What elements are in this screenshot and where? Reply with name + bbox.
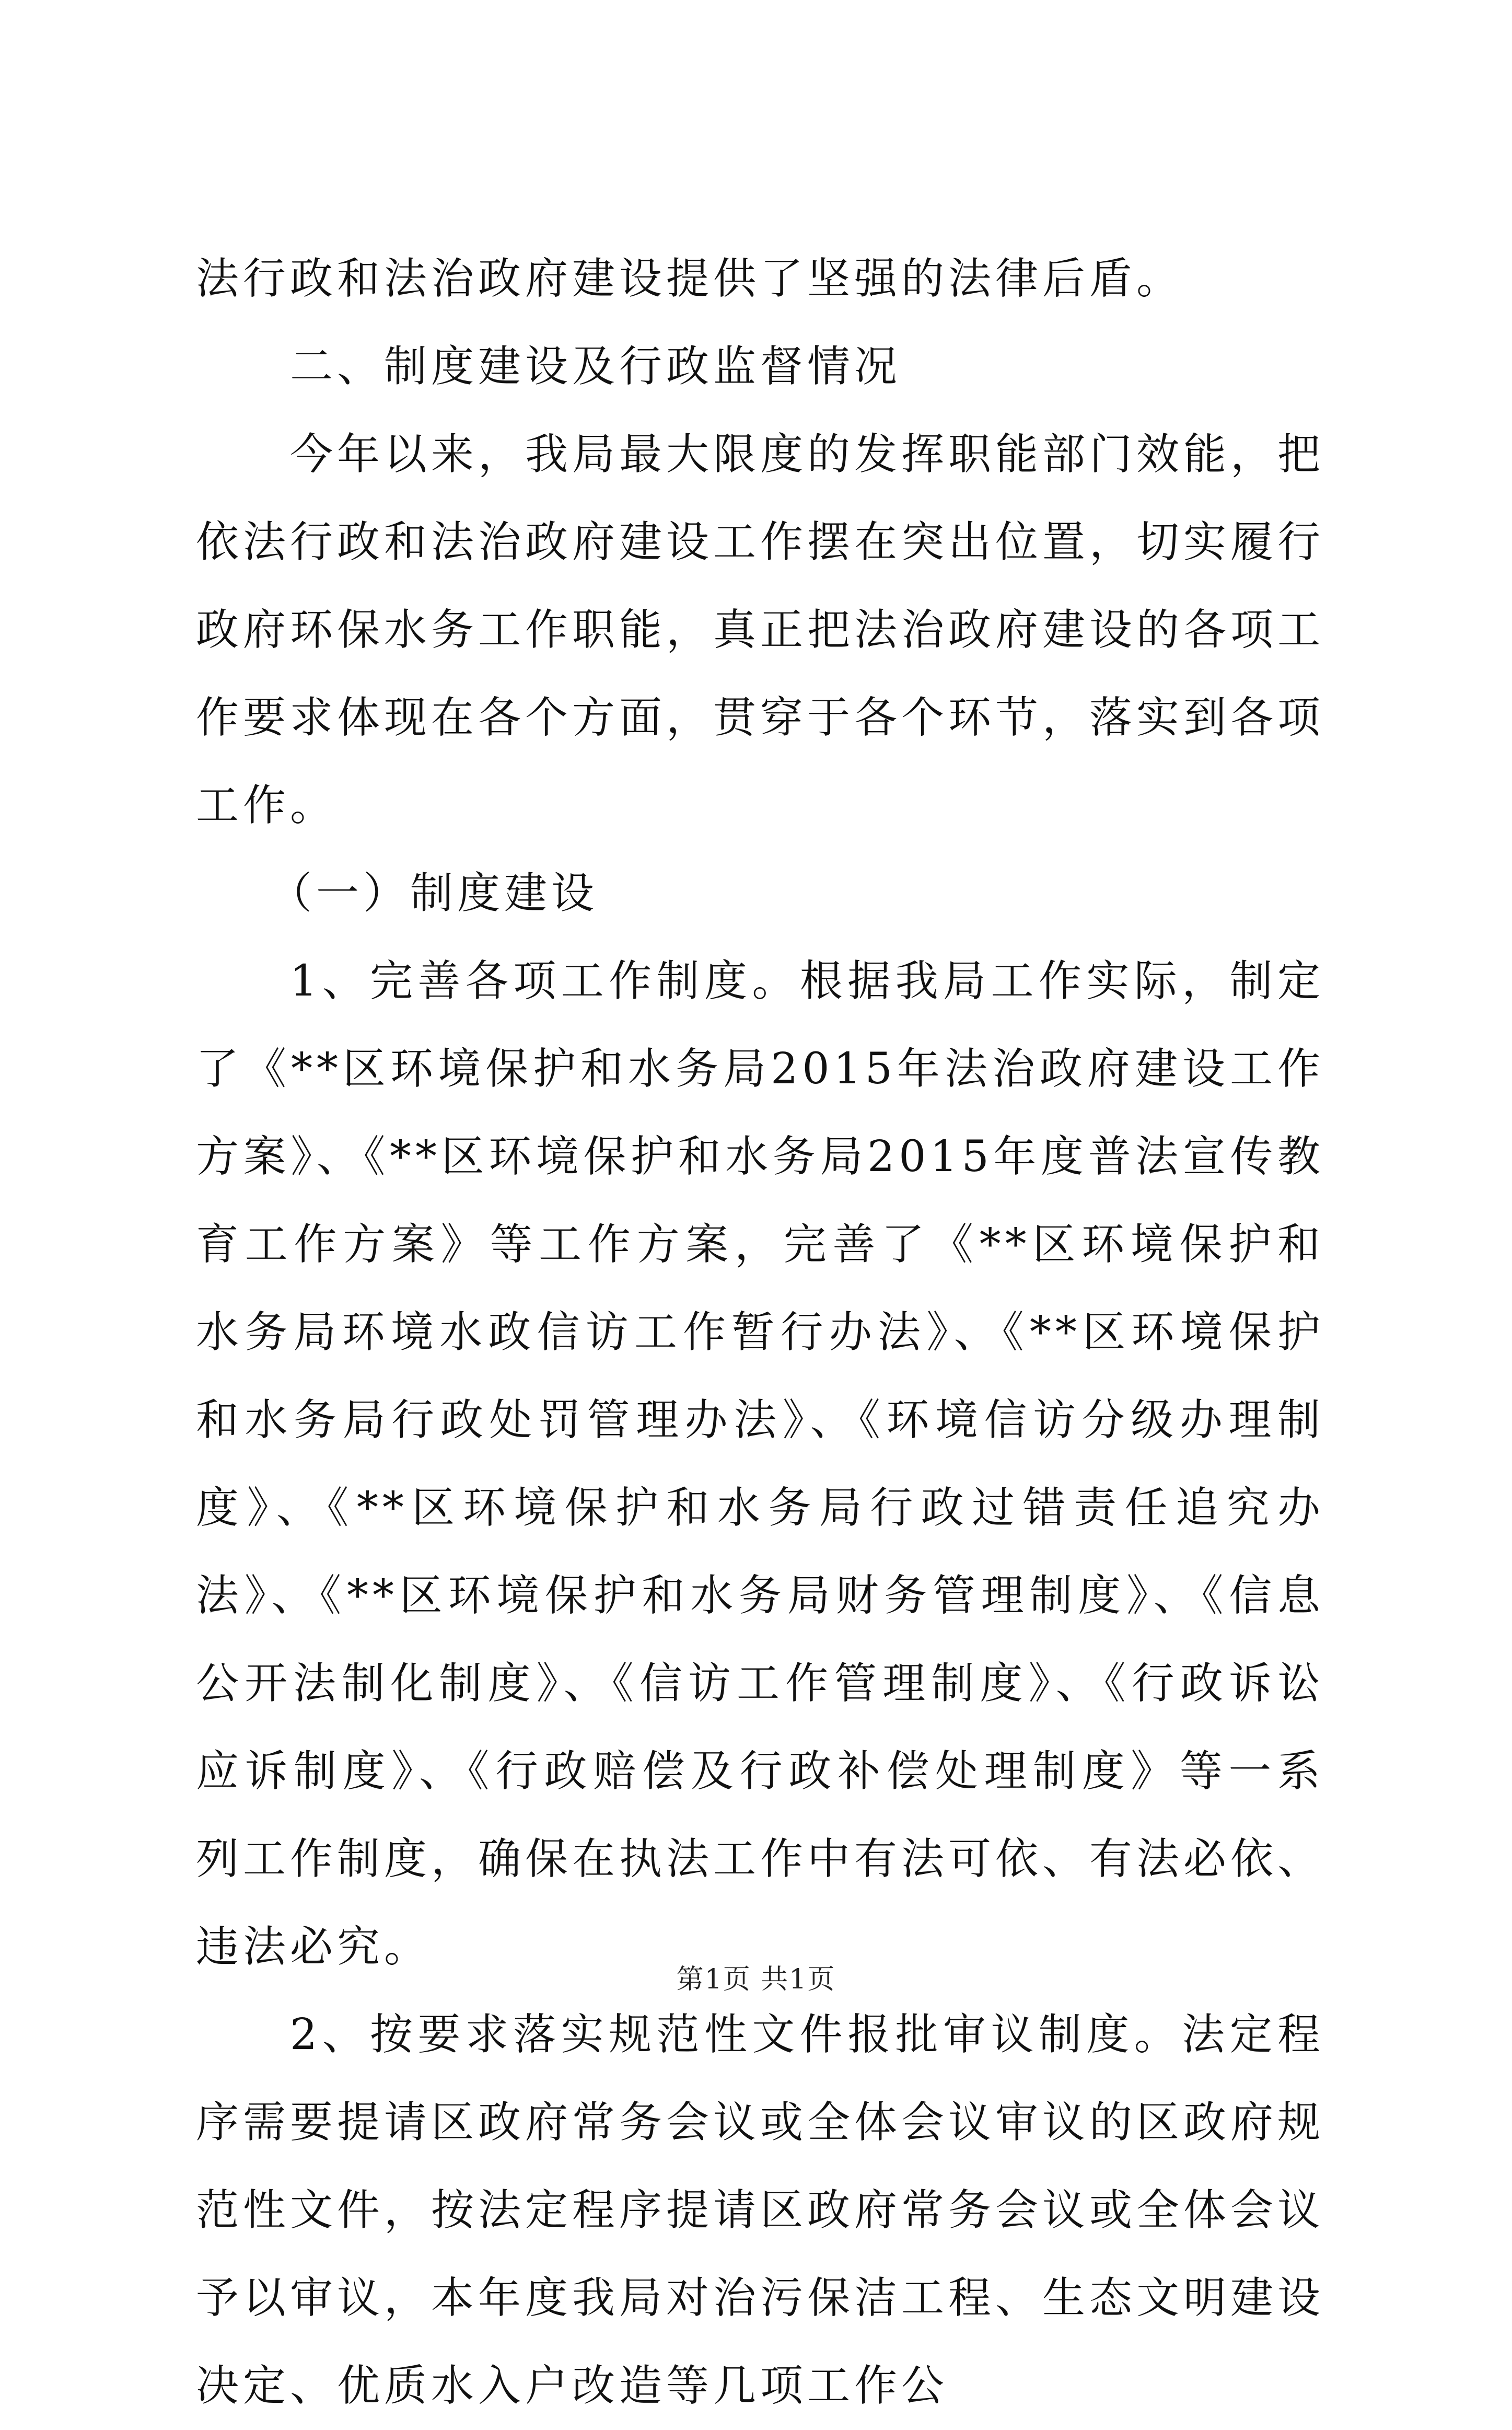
paragraph-item-1: 1、完善各项工作制度。根据我局工作实际，制定了《**区环境保护和水务局2015年法治政府建设工作方案》、《**区环境保护和水务局2015年度普法宣传教育工作方案》等工作方案，完善了《**区环境保护和水务局环境水政信访工作暂行办法》、《**区环境保护和水务局行政处罚管理办法》、《环境信访分级办理制度》、《**区环境保护和水务局行政过错责任追究办法》、《**区环境保护和水务局财务管理制度》、《信息公开法制化制度》、《信访工作管理制度》、《行政诉讼应诉制度》、《行政赔偿及行政补偿处理制度》等一系列工作制度，确保在执法工作中有法可依、有法必依、违法必究。 [196, 956, 1325, 1972]
page-footer: 第1页 共1页 [676, 1964, 836, 1995]
paragraph-intro: 今年以来，我局最大限度的发挥职能部门效能，把依法行政和法治政府建设工作摆在突出位置，切实履行政府环保水务工作职能，真正把法治政府建设的各项工作要求体现在各个方面，贯穿于各个环节，落实到各项工作。 [196, 430, 1325, 830]
document-body [196, 235, 1324, 2430]
subsection-heading: （一）制度建设 [269, 869, 599, 918]
section-heading: 二、制度建设及行政监督情况 [290, 342, 902, 391]
paragraph-item-2: 2、按要求落实规范性文件报批审议制度。法定程序需要提请区政府常务会议或全体会议审议的区政府规范性文件，按法定程序提请区政府常务会议或全体会议予以审议，本年度我局对治污保洁工程、生态文明建设决定、优质水入户改造等几项工作公 [196, 2010, 1325, 2411]
paragraph-continuation: 法行政和法治政府建设提供了坚强的法律后盾。 [196, 254, 1184, 304]
